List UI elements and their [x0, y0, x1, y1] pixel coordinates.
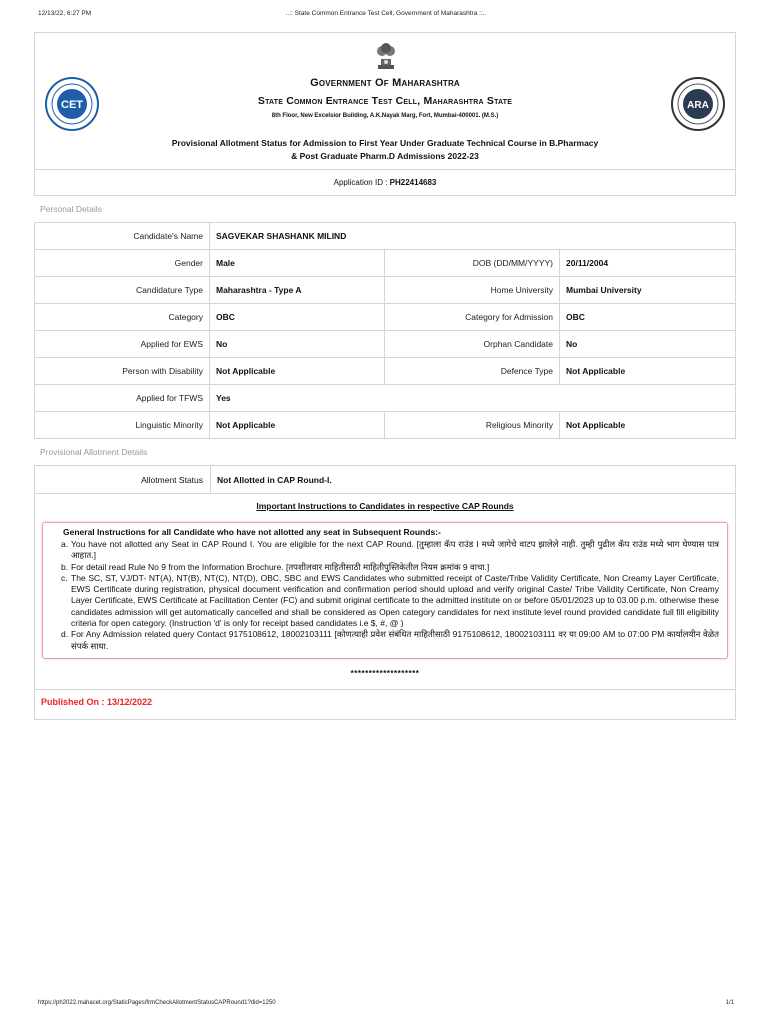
- allotment-details-box: [34, 465, 736, 720]
- table-row: [35, 385, 736, 412]
- table-row: [35, 277, 736, 304]
- print-header: [38, 10, 734, 22]
- allotment-page: [34, 32, 736, 720]
- candidate-name-value: SAGVEKAR SHASHANK MILIND: [210, 223, 736, 250]
- list-marker: d.: [61, 629, 69, 640]
- allotment-title-line2: & Post Graduate Pharm.D Admissions 2022-23: [291, 151, 479, 161]
- instruction-text: The SC, ST, VJ/DT- NT(A), NT(B), NT(C), NT(D), OBC, SBC and EWS Candidates who submitted receipt of Caste/Tribe Validity Certificate, Non Creamy Layer Certificate, EWS Certificate during registration, physical document verification and confirmation period should upload and verify original Caste/ Tribe Validity Certificate, Non Creamy Layer Certificate, EWS Certificate at Facilitation Center (FC) and submit original certificate to the admitted institute on or before 05/01/2023 up to 03.00 p.m. otherwise these candidates admission will get automatically cancelled and shall be considered as Open category candidates for next institute level round provided candidate full fill eligibility criteria for open category. (Instruction 'd' is only for receipt based candidates i.e $, #, @ ): [71, 572, 719, 629]
- dob-value: 20/11/2004: [560, 250, 736, 277]
- ews-value: No: [210, 331, 385, 358]
- column-divider: [210, 466, 211, 493]
- table-row: [35, 223, 736, 250]
- allotment-title: [75, 137, 695, 163]
- ara-logo: [671, 77, 725, 131]
- instruction-text: For Any Admission related query Contact 9175108612, 18002103111 [कोणत्याही प्रवेश संबंधित माहितीसाठी 9175108612, 18002103111 वर या 09:00 AM to 07:00 PM कार्यालयीन वेळेत संपर्क साधा.: [71, 629, 719, 651]
- pwd-label: Person with Disability: [35, 358, 210, 385]
- ews-label: Applied for EWS: [35, 331, 210, 358]
- home-university-value: Mumbai University: [560, 277, 736, 304]
- candidate-name-label: Candidate's Name: [35, 223, 210, 250]
- header-box: [34, 32, 736, 170]
- print-page-title: ..:: State Common Entrance Test Cell, Government of Maharashtra ::..: [285, 10, 487, 17]
- list-item: [51, 573, 719, 629]
- category-value: OBC: [210, 304, 385, 331]
- table-row: [35, 250, 736, 277]
- application-id-row: [34, 170, 736, 196]
- table-row: [35, 412, 736, 439]
- category-admission-label: Category for Admission: [385, 304, 560, 331]
- list-item: [51, 562, 719, 573]
- religious-minority-value: Not Applicable: [560, 412, 736, 439]
- instructions-list: [51, 539, 719, 652]
- category-label: Category: [35, 304, 210, 331]
- stars-separator: *******************: [350, 668, 420, 678]
- print-footer: [38, 1000, 734, 1012]
- application-id-label: Application ID :: [333, 178, 388, 187]
- personal-details-title: Personal Details: [40, 204, 102, 214]
- instructions-box: [42, 522, 728, 659]
- allotment-status-row: [35, 466, 735, 494]
- government-title: Government Of Maharashtra: [310, 77, 460, 89]
- list-marker: b.: [61, 561, 69, 572]
- dob-label: DOB (DD/MM/YYYY): [385, 250, 560, 277]
- category-admission-value: OBC: [560, 304, 736, 331]
- cet-cell-title: State Common Entrance Test Cell, Maharashtra State: [257, 95, 513, 107]
- allotment-status-label: Allotment Status: [141, 475, 203, 485]
- pwd-value: Not Applicable: [210, 358, 385, 385]
- published-on: Published On : 13/12/2022: [35, 689, 735, 719]
- allotment-title-line1: Provisional Allotment Status for Admission to First Year Under Graduate Technical Course in B.Pharmacy: [171, 138, 599, 148]
- orphan-label: Orphan Candidate: [385, 331, 560, 358]
- religious-minority-label: Religious Minority: [385, 412, 560, 439]
- allotment-status-value: Not Allotted in CAP Round-I.: [217, 475, 332, 485]
- personal-details-table: [34, 222, 736, 439]
- tfws-value: Yes: [210, 385, 736, 412]
- linguistic-minority-label: Linguistic Minority: [35, 412, 210, 439]
- list-item: [51, 539, 719, 562]
- list-item: [51, 629, 719, 652]
- gender-label: Gender: [35, 250, 210, 277]
- list-marker: a.: [61, 539, 69, 549]
- defence-label: Defence Type: [385, 358, 560, 385]
- instruction-text: For detail read Rule No 9 from the Information Brochure. [तपशीलवार माहितीसाठी माहितीपुस्तिकेतील नियम क्रमांक 9 वाचा.]: [71, 561, 490, 572]
- important-instructions-title: Important Instructions to Candidates in respective CAP Rounds: [256, 501, 514, 511]
- gender-value: Male: [210, 250, 385, 277]
- table-row: [35, 358, 736, 385]
- allotment-details-title: Provisional Allotment Details: [40, 447, 148, 457]
- tfws-label: Applied for TFWS: [35, 385, 210, 412]
- svg-text:CET: CET: [61, 99, 83, 111]
- address: 8th Floor, New Excelsior Building, A.K.Nayak Marg, Fort, Mumbai-400001. (M.S.): [271, 113, 499, 119]
- candidature-type-value: Maharashtra - Type A: [210, 277, 385, 304]
- application-id-value: PH22414683: [389, 178, 437, 187]
- table-row: [35, 331, 736, 358]
- orphan-value: No: [560, 331, 736, 358]
- candidature-type-label: Candidature Type: [35, 277, 210, 304]
- instruction-text: You have not allotted any Seat in CAP Round I. You are eligible for the next CAP Round. [तुम्हाला कॅप राउंड I मध्ये जागेचे वाटप झालेले नाही. तुम्ही पुढील कॅप राउंड मध्ये भाग घेण्यास पात्र आहात.]: [71, 539, 719, 561]
- national-emblem-icon: [374, 39, 398, 71]
- list-marker: c.: [61, 572, 68, 583]
- print-datetime: 12/13/22, 6:27 PM: [38, 10, 92, 17]
- svg-text:ARA: ARA: [687, 100, 709, 111]
- linguistic-minority-value: Not Applicable: [210, 412, 385, 439]
- defence-value: Not Applicable: [560, 358, 736, 385]
- table-row: [35, 304, 736, 331]
- print-url: https://ph2022.mahacet.org/StaticPages/frmCheckAllotmentStatusCAPRound1?did=1250: [38, 1000, 276, 1006]
- page-number: 1/1: [725, 1000, 734, 1006]
- home-university-label: Home University: [385, 277, 560, 304]
- instructions-heading: General Instructions for all Candidate who have not allotted any seat in Subsequent Rounds:-: [63, 527, 441, 537]
